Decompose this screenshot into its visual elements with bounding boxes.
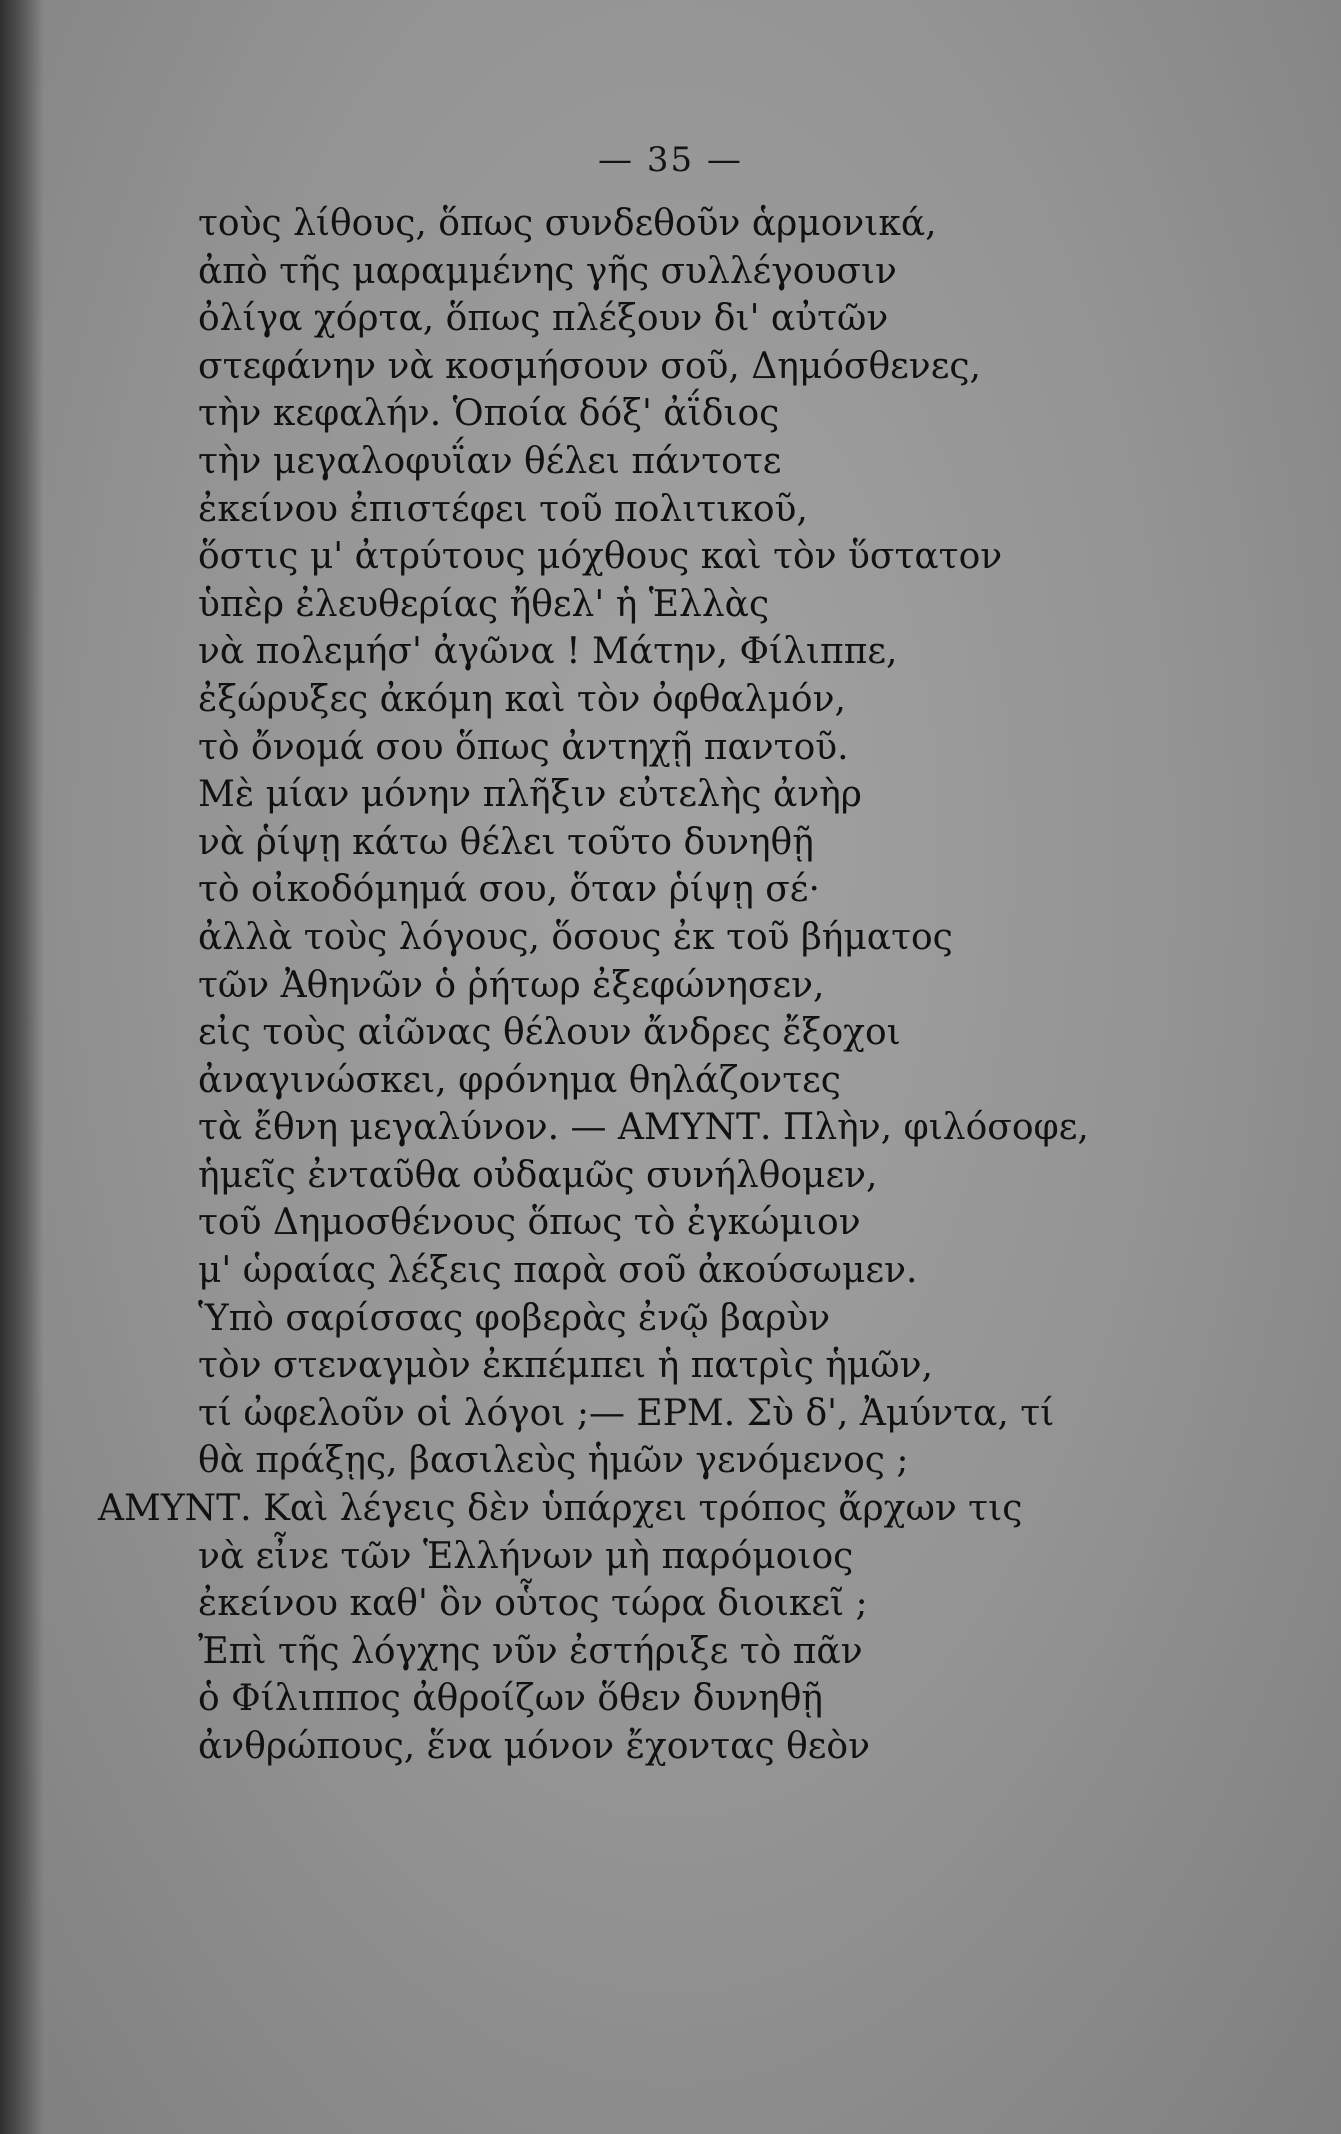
page-binding-shadow: [0, 0, 44, 2134]
text-line: νὰ εἶνε τῶν Ἑλλήνων μὴ παρόμοιος: [198, 1535, 854, 1577]
text-line: ἡμεῖς ἐνταῦθα οὐδαμῶς συνήλθομεν,: [198, 1154, 878, 1196]
text-line: μ' ὡραίας λέξεις παρὰ σοῦ ἀκούσωμεν.: [198, 1250, 918, 1292]
text-line-speaker: ΑΜΥΝΤ. Καὶ λέγεις δὲν ὑπάρχει τρόπος ἄρχων τις: [98, 1488, 1023, 1530]
text-line: ἐξώρυξες ἀκόμη καὶ τὸν ὀφθαλμόν,: [198, 678, 846, 720]
text-line: τὸ ὄνομά σου ὅπως ἀντηχῇ παντοῦ.: [198, 726, 849, 768]
text-line: ἀλλὰ τοὺς λόγους, ὅσους ἐκ τοῦ βήματος: [198, 916, 953, 958]
text-line: ὑπὲρ ἐλευθερίας ἤθελ' ἡ Ἑλλὰς: [198, 583, 770, 625]
text-line: ὀλίγα χόρτα, ὅπως πλέξουν δι' αὐτῶν: [198, 298, 889, 340]
text-line: τὰ ἔθνη μεγαλύνον. — ΑΜΥΝΤ. Πλὴν, φιλόσοφε,: [198, 1107, 1089, 1149]
text-line: τοὺς λίθους, ὅπως συνδεθοῦν ἁρμονικά,: [198, 203, 937, 244]
text-line: ἀναγινώσκει, φρόνημα θηλάζοντες: [198, 1059, 841, 1101]
text-line: ἐκείνου καθ' ὃν οὗτος τώρα διοικεῖ ;: [198, 1583, 868, 1625]
text-line: νὰ πολεμήσ' ἀγῶνα ! Μάτην, Φίλιππε,: [198, 631, 898, 673]
text-line: Ὑπὸ σαρίσσας φοβερὰς ἐνῷ βαρὺν: [198, 1297, 831, 1339]
text-line: ὅστις μ' ἀτρύτους μόχθους καὶ τὸν ὕστατον: [198, 536, 1003, 578]
text-line: στεφάνην νὰ κοσμήσουν σοῦ, Δημόσθενες,: [198, 345, 981, 387]
text-line: τὴν κεφαλήν. Ὁποία δόξ' ἀΐδιος: [198, 393, 780, 435]
text-line: τοῦ Δημοσθένους ὅπως τὸ ἐγκώμιον: [198, 1202, 861, 1244]
text-line: ἐκείνου ἐπιστέφει τοῦ πολιτικοῦ,: [198, 488, 808, 530]
text-line: Ἐπὶ τῆς λόγχης νῦν ἐστήριξε τὸ πᾶν: [198, 1630, 863, 1672]
text-line: τῶν Ἀθηνῶν ὁ ῥήτωρ ἐξεφώνησεν,: [198, 964, 825, 1006]
text-line: ἀνθρώπους, ἕνα μόνον ἔχοντας θεὸν: [198, 1726, 870, 1767]
text-line: ὁ Φίλιππος ἀθροίζων ὅθεν δυνηθῇ: [198, 1678, 823, 1720]
text-line: θὰ πράξῃς, βασιλεὺς ἡμῶν γενόμενος ;: [198, 1440, 909, 1482]
verse-text-block: [98, 200, 1200, 1771]
text-line: τὸν στεναγμὸν ἐκπέμπει ἡ πατρὶς ἡμῶν,: [198, 1345, 933, 1387]
text-line: ἀπὸ τῆς μαραμμένης γῆς συλλέγουσιν: [198, 250, 897, 292]
page-number: — 35 —: [598, 140, 743, 180]
text-line: νὰ ῥίψῃ κάτω θέλει τοῦτο δυνηθῇ: [198, 821, 814, 863]
text-line: τὴν μεγαλοφυΐαν θέλει πάντοτε: [198, 440, 782, 482]
text-line: εἰς τοὺς αἰῶνας θέλουν ἄνδρες ἔξοχοι: [198, 1012, 901, 1054]
text-line: τί ὠφελοῦν οἱ λόγοι ;— ΕΡΜ. Σὺ δ', Ἀμύντα, τί: [198, 1392, 1055, 1434]
text-line: τὸ οἰκοδόμημά σου, ὅταν ῥίψῃ σέ·: [198, 869, 820, 911]
text-line: Μὲ μίαν μόνην πλῆξιν εὐτελὴς ἀνὴρ: [198, 774, 862, 816]
